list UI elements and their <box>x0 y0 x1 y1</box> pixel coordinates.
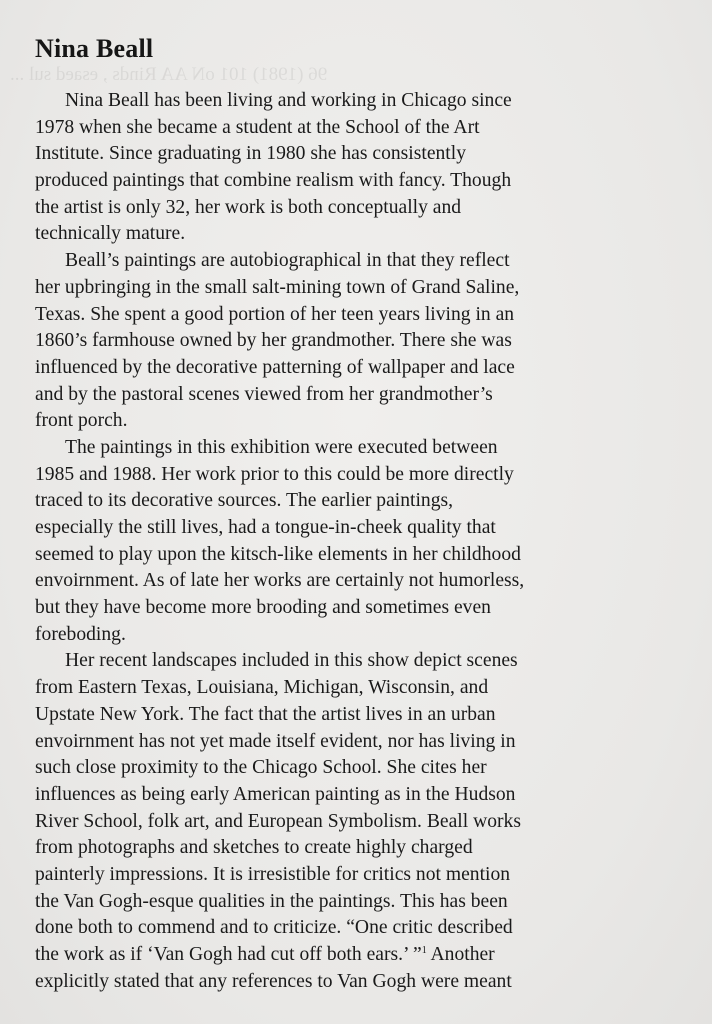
paragraph-2 <box>35 248 685 435</box>
paragraph-4 <box>35 648 685 995</box>
text-line: influenced by the decorative patterning of wallpaper and lace <box>35 356 515 378</box>
text-line: front porch. <box>35 410 128 432</box>
text-line: Institute. Since graduating in 1980 she has consistently <box>35 143 466 165</box>
text-line: Beall’s paintings are autobiographical in that they reflect <box>65 250 510 272</box>
text-line: her upbringing in the small salt-mining town of Grand Saline, <box>35 276 520 298</box>
text-line: envoirnment has not yet made itself evident, nor has living in <box>35 730 516 752</box>
footnote-marker[interactable]: 1 <box>421 945 427 956</box>
text-line: 1860’s farmhouse owned by her grandmother. There she was <box>35 330 512 352</box>
page-title: Nina Beall <box>35 34 154 63</box>
text-line: and by the pastoral scenes viewed from her grandmother’s <box>35 383 493 405</box>
text-fragment: Another <box>426 944 495 965</box>
text-fragment: the work as if ‘Van Gogh had cut off both ears.’ ” <box>35 944 422 965</box>
text-line: technically mature. <box>35 223 186 245</box>
text-line-with-footnote <box>35 942 685 969</box>
text-line: influences as being early American painting as in the Hudson <box>35 783 516 805</box>
text-line: Texas. She spent a good portion of her teen years living in an <box>35 303 515 325</box>
text-line: Upstate New York. The fact that the artist lives in an urban <box>35 703 496 725</box>
text-line: 1978 when she became a student at the School of the Art <box>35 116 480 138</box>
text-line: but they have become more brooding and sometimes even <box>35 597 491 619</box>
article-body <box>35 88 685 995</box>
bleed-through-text: 96 (1981) 101 oN AA Rinds , esaed sul ... <box>10 64 328 85</box>
text-line: such close proximity to the Chicago School. She cites her <box>35 757 487 779</box>
text-line: from photographs and sketches to create highly charged <box>35 837 473 859</box>
text-line: produced paintings that combine realism with fancy. Though <box>35 170 512 192</box>
text-line: the artist is only 32, her work is both conceptually and <box>35 196 462 218</box>
text-line: done both to commend and to criticize. “One critic described <box>35 917 513 939</box>
text-line: Her recent landscapes included in this show depict scenes <box>65 650 518 672</box>
text-line: painterly impressions. It is irresistible for critics not mention <box>35 863 511 885</box>
text-line: The paintings in this exhibition were executed between <box>65 436 498 458</box>
text-line: traced to its decorative sources. The earlier paintings, <box>35 490 454 512</box>
text-line: 1985 and 1988. Her work prior to this could be more directly <box>35 463 514 485</box>
text-line: from Eastern Texas, Louisiana, Michigan, Wisconsin, and <box>35 677 489 699</box>
text-line: envoirnment. As of late her works are certainly not humorless, <box>35 570 525 592</box>
text-line: River School, folk art, and European Symbolism. Beall works <box>35 810 521 832</box>
text-line: seemed to play upon the kitsch-like elements in her childhood <box>35 543 521 565</box>
text-line: especially the still lives, had a tongue-in-cheek quality that <box>35 517 496 538</box>
text-line: Nina Beall has been living and working in Chicago since <box>65 90 512 111</box>
paragraph-3 <box>35 435 685 649</box>
text-line: foreboding. <box>35 623 126 645</box>
text-line: the Van Gogh-esque qualities in the paintings. This has been <box>35 890 508 912</box>
text-line: explicitly stated that any references to Van Gogh were meant <box>35 970 512 992</box>
paragraph-1 <box>35 88 685 248</box>
